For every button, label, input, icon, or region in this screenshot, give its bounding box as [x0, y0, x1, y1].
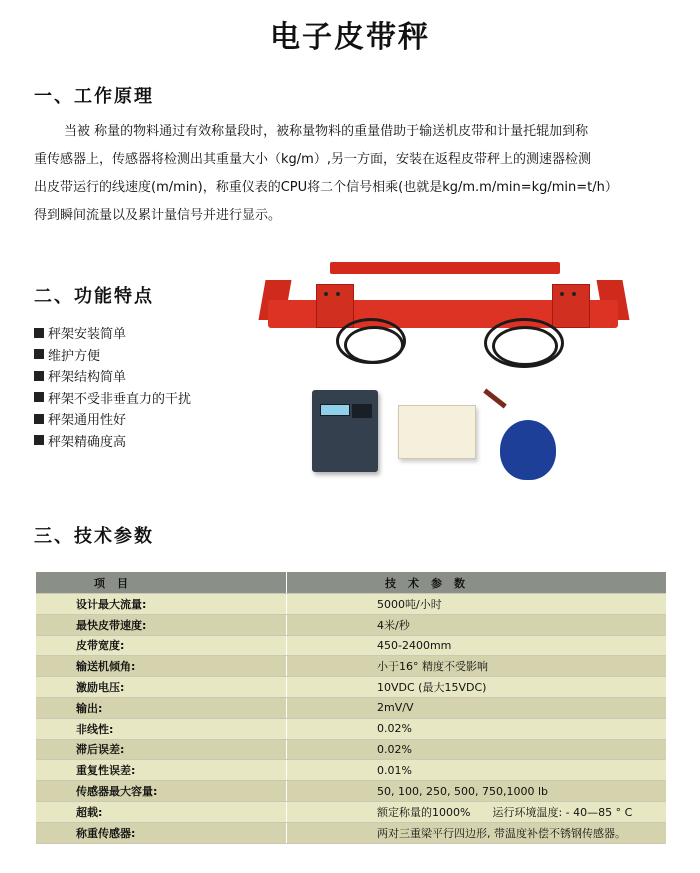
table-row: 滞后误差: 0.02% [36, 739, 666, 760]
list-item: 秤架安装简单 [34, 322, 191, 344]
table-row: 传感器最大容量: 50, 100, 250, 500, 750,1000 lb [36, 781, 666, 802]
junction-box-image [398, 405, 476, 459]
principle-line: 当被 称量的物料通过有效称量段时，被称量物料的重量借助于输送机皮带和计量托辊加到称 [64, 124, 589, 139]
specs-table [36, 572, 666, 844]
table-row: 输送机倾角: 小于16° 精度不受影响 [36, 656, 666, 677]
bullet-icon [34, 435, 44, 445]
page-title: 电子皮带秤 [270, 20, 430, 55]
section-heading-features: 二、功能特点 [34, 286, 154, 307]
table-row: 设计最大流量: 5000吨/小时 [36, 594, 666, 615]
bullet-icon [34, 392, 44, 402]
table-row: 称重传感器: 两对三重梁平行四边形, 带温度补偿不锈钢传感器。 [36, 822, 666, 843]
principle-paragraph [34, 118, 664, 230]
table-row: 重复性误差: 0.01% [36, 760, 666, 781]
table-row: 皮带宽度: 450-2400mm [36, 635, 666, 656]
table-row: 非线性: 0.02% [36, 718, 666, 739]
list-item: 秤架结构简单 [34, 365, 191, 387]
principle-line: 出皮带运行的线速度(m/min)，称重仪表的CPU将二个信号相乘(也就是kg/m.m/min=kg/min=t/h） [34, 180, 618, 195]
table-row: 最快皮带速度: 4米/秒 [36, 614, 666, 635]
principle-line: 重传感器上，传感器将检测出其重量大小（kg/m）,另一方面，安装在返程皮带秤上的测速器检测 [34, 152, 591, 167]
controller-box-image [312, 390, 378, 472]
list-item: 维护方便 [34, 344, 191, 366]
bullet-icon [34, 328, 44, 338]
table-row: 激励电压: 10VDC (最大15VDC) [36, 677, 666, 698]
table-row: 超载: 额定称量的1000% 运行环境温度: - 40—85 ° C [36, 801, 666, 822]
table-header-row [36, 572, 666, 594]
bullet-icon [34, 371, 44, 381]
bullet-icon [34, 349, 44, 359]
section-heading-principle: 一、工作原理 [34, 86, 154, 107]
bullet-icon [34, 414, 44, 424]
feature-list [34, 322, 191, 451]
column-header: 技术参数 [287, 572, 667, 594]
list-item: 秤架不受非垂直力的干扰 [34, 387, 191, 409]
column-header: 项目 [36, 572, 287, 594]
table-row: 输出: 2mV/V [36, 697, 666, 718]
list-item: 秤架精确度高 [34, 430, 191, 452]
principle-line: 得到瞬间流量以及累计量信号并进行显示。 [34, 208, 282, 223]
section-heading-specs: 三、技术参数 [34, 526, 154, 547]
list-item: 秤架通用性好 [34, 408, 191, 430]
